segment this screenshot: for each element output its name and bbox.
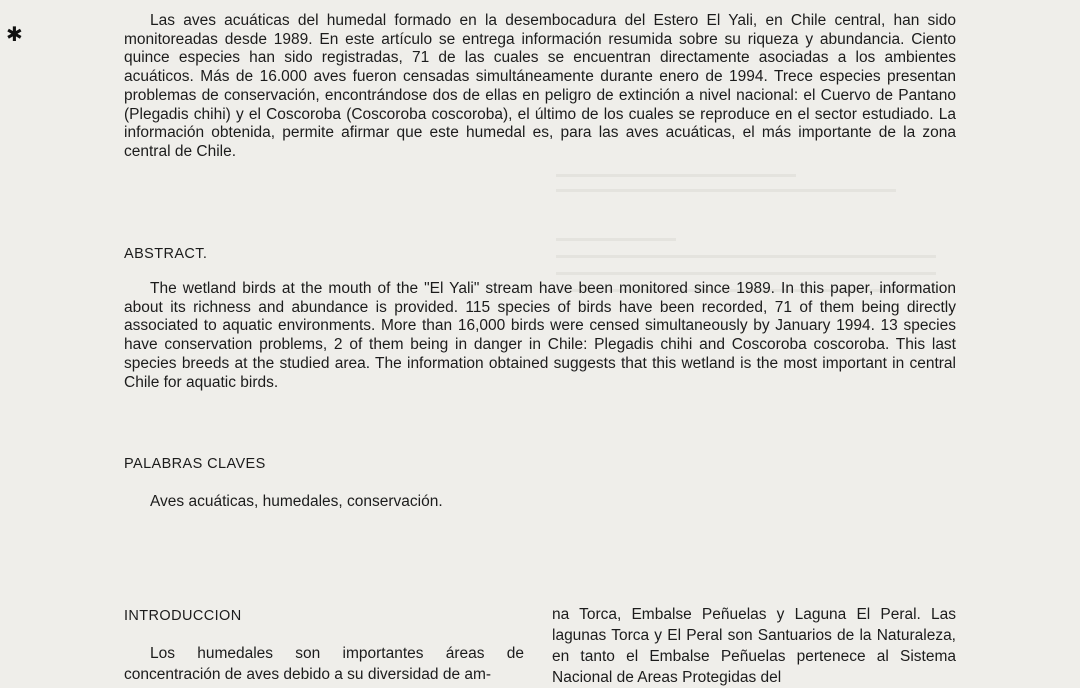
keywords-list: Aves acuáticas, humedales, conservación. <box>150 493 443 510</box>
abstract-paragraph: The wetland birds at the mouth of the "El Yali" stream have been monitored since 1989. In this paper, information about its richness and abundance is provided. 115 species of birds have been recorded, 71 of them being directly associated to aquatic environments. More than 16,000 birds were censed simultaneously by January 1994. 13 species have conservation problems, 2 of them being in danger in Chile: Plegadis chihi and Coscoroba coscoroba. This last species breeds at the studied area. The information obtained suggests that this wetland is the most important in central Chile for aquatic birds. <box>124 280 956 391</box>
bleed-through-right-top <box>556 168 956 228</box>
resumen-paragraph: Las aves acuáticas del humedal formado en la desembocadura del Estero El Yali, en Chile central, han sido monitoreadas desde 1989. En este artículo se entrega información resumida sobre su riqueza y abundancia. Ciento quince especies han sido registradas, 71 de las cuales se encuentran directamente asociadas a los ambientes acuáticos. Más de 16.000 aves fueron censadas simultáneamente durante enero de 1994. Trece especies presentan problemas de conservación, encontrándose dos de ellas en peligro de extinción a nivel nacional: el Cuervo de Pantano (Plegadis chihi) y el Coscoroba (Coscoroba coscoroba), el último de los cuales se reproduce en el sector estudiado. La información obtenida, permite afirmar que este humedal es, para las aves acuáticas, el más importante de la zona central de Chile. <box>124 12 956 160</box>
introduction-right-column: na Torca, Embalse Peñuelas y Laguna El Peral. Las lagunas Torca y El Peral son Santuarios de la Naturaleza, en tanto el Embalse Peñuelas pertenece al Sistema Nacional de Areas Protegidas del <box>552 606 956 686</box>
scan-mark: ✱ <box>6 22 23 46</box>
keywords-heading: PALABRAS CLAVES <box>124 456 266 472</box>
introduction-heading: INTRODUCCION <box>124 608 242 624</box>
abstract-heading: ABSTRACT. <box>124 246 208 262</box>
introduction-left-column: Los humedales son importantes áreas de concentración de aves debido a su diversidad de am- <box>124 645 524 683</box>
